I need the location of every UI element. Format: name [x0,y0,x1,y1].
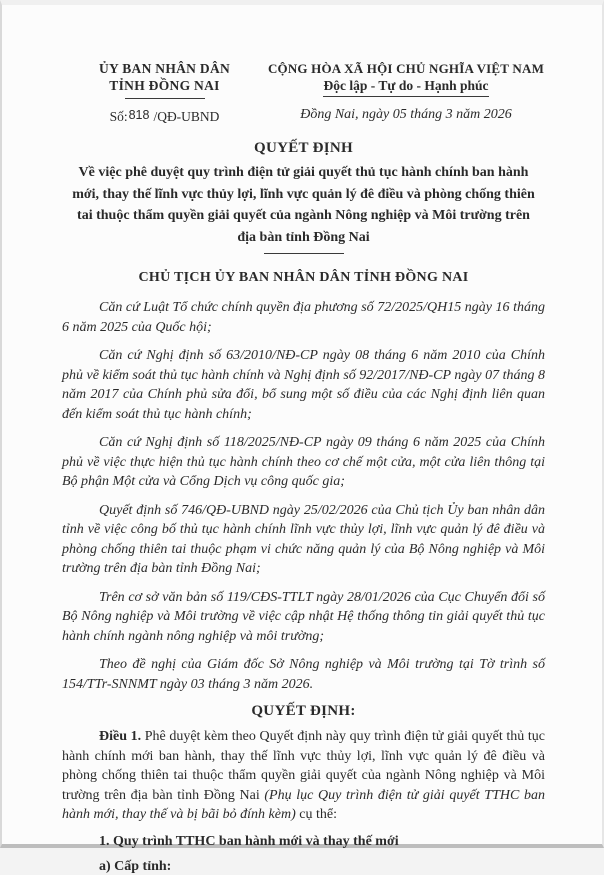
article-1-annex-note: (Phụ lục Quy trình điện tử giải quyết TTHC ban hành mới, thay thế và bị bãi bỏ đính kèm) [62,787,545,822]
national-motto: Độc lập - Tự do - Hạnh phúc [323,78,488,97]
recital-paragraph: Căn cứ Luật Tổ chức chính quyền địa phương số 72/2025/QH15 ngày 16 tháng 6 năm 2025 của Quốc hội; [62,300,545,335]
article-1-paragraph [62,727,545,825]
issuing-authority-block [62,60,267,125]
article-1-label: Điều 1. [99,729,142,744]
decision-heading: QUYẾT ĐỊNH: [251,703,356,719]
recital-paragraph: Quyết định số 746/QĐ-UBND ngày 25/02/2026 của Chủ tịch Ủy ban nhân dân tỉnh về việc công bố thủ tục hành chính lĩnh vực thủy lợi, lĩnh vực quản lý đê điều và phòng chống thiên tai thuộc phạm vi chức năng quản lý của Bộ Nông nghiệp và Môi trường trên địa bàn tỉnh Đồng Nai; [62,502,545,576]
national-title: CỘNG HÒA XÃ HỘI CHỦ NGHĨA VIỆT NAM [267,61,545,76]
doc-number-suffix: /QĐ-UBND [153,109,220,124]
document-subject: Về việc phê duyệt quy trình điện tử giải quyết thủ tục hành chính ban hành mới, thay thế lĩnh vực thủy lợi, lĩnh vực quản lý đê điều và phòng chống thiên tai thuộc thẩm quyền giải quyết của ngành Nông nghiệp và Môi trường trên địa bàn tỉnh Đồng Nai [72,165,535,245]
document-number [62,109,267,125]
recital-paragraph: Căn cứ Nghị định số 118/2025/NĐ-CP ngày 09 tháng 6 năm 2025 của Chính phủ về việc thực hiện thủ tục hành chính theo cơ chế một cửa, một cửa liên thông tại Bộ phận Một cửa và Cổng Dịch vụ công quốc gia; [62,435,545,489]
org-name-line2: TỈNH ĐỒNG NAI [109,78,220,93]
article-1-text: Phê duyệt kèm theo Quyết định này quy trình điện tử giải quyết thủ tục hành chính mới ban hành, thay thế lĩnh vực thủy lợi, lĩnh vực quản lý đê điều và phòng chống thiên tai thuộc thẩm quyền giải quyết của ngành Nông nghiệp và Môi trường trên địa bàn tỉnh Đồng Nai [62,729,545,803]
recital-paragraph: Trên cơ sở văn bản số 119/CĐS-TTLT ngày 28/01/2026 của Cục Chuyển đổi số Bộ Nông nghiệp và Môi trường về việc cập nhật Hệ thống thông tin giải quyết thủ tục hành chính ngành nông nghiệp và môi trường; [62,589,545,644]
org-name-line1: ỦY BAN NHÂN DÂN [98,61,231,76]
national-header-block [267,60,545,123]
recital-paragraph: Theo đề nghị của Giám đốc Sở Nông nghiệp và Môi trường tại Tờ trình số 154/TTr-SNNMT ngày 03 tháng 3 năm 2026. [62,657,545,692]
document-header [62,60,545,125]
list-item-1: 1. Quy trình TTHC ban hành mới và thay thế mới [99,833,399,849]
article-1-tail: cụ thể: [295,807,337,822]
recital-paragraph: Căn cứ Nghị định số 63/2010/NĐ-CP ngày 08 tháng 6 năm 2010 của Chính phủ về kiểm soát thủ tục hành chính và Nghị định số 92/2017/NĐ-CP ngày 07 tháng 8 năm 2017 của Chính phủ sửa đổi, bổ sung một số điều của các Nghị định liên quan đến kiểm soát thủ tục hành chính; [62,348,545,422]
org-name-underline [125,98,205,99]
doc-number-prefix: Số: [109,109,128,124]
signing-authority-heading: CHỦ TỊCH ỦY BAN NHÂN DÂN TỈNH ĐỒNG NAI [138,270,469,285]
national-motto-row [267,77,545,97]
recitals-section [62,298,545,694]
subject-underline [264,253,344,254]
issuing-authority-name [62,60,267,94]
document-title: QUYẾT ĐỊNH [254,140,353,156]
place-date-line: Đồng Nai, ngày 05 tháng 3 năm 2026 [300,107,512,122]
doc-number-value: 818 [128,108,150,122]
list-item-1a: a) Cấp tỉnh: [99,858,172,874]
